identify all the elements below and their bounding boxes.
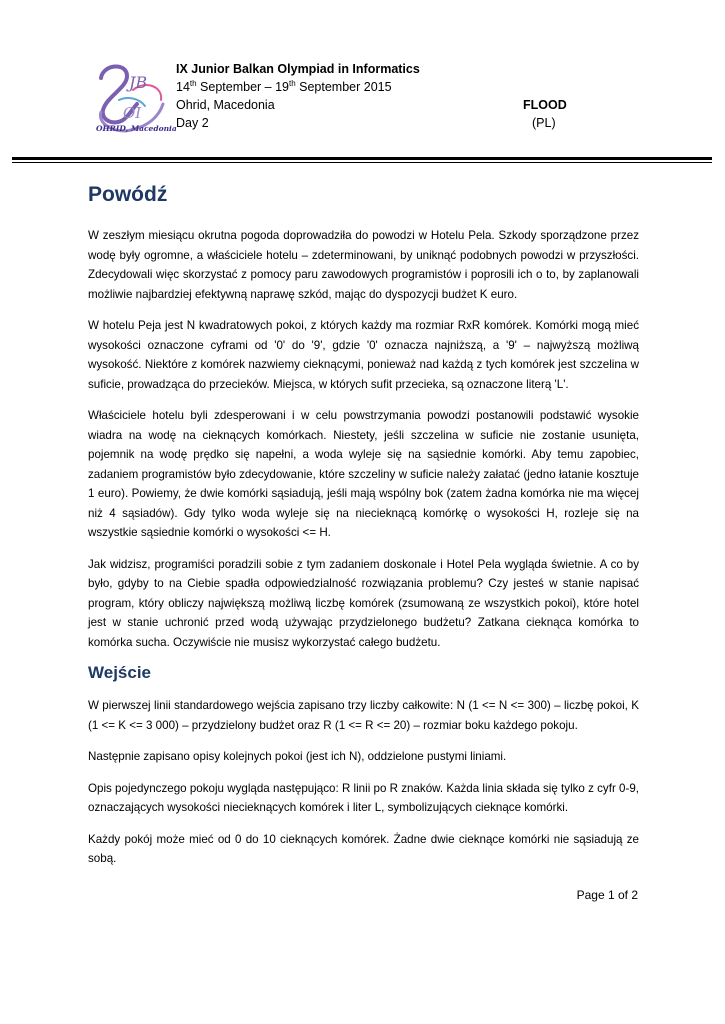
logo-text-jb: JB: [129, 73, 148, 92]
date-start-rest: September – 19: [196, 80, 289, 94]
date-end-rest: September 2015: [295, 80, 392, 94]
story-paragraph: Jak widzisz, programiści poradzili sobie z tym zadaniem doskonale i Hotel Pela wygląda świetnie. A co by było, gdyby to na Ciebie spadła odpowiedzialność rozwiązania problemu? Czy jesteś w stanie napisać program, który obliczy największą możliwą liczbę komórek (zsumowaną ze wszystkich pokoi), które hotel jest w stanie uchronić przed wodą używając przydzielonego budżetu? Zatkana cieknąca komórka to komórka sucha. Oczywiście nie musisz wykorzystać całego budżetu.: [88, 557, 639, 649]
page-number: Page 1 of 2: [576, 888, 638, 902]
input-heading: Wejście: [88, 663, 152, 682]
date-end-suffix: th: [289, 79, 296, 88]
task-language: (PL): [532, 116, 556, 130]
olympiad-location: Ohrid, Macedonia: [176, 98, 275, 112]
date-start-suffix: th: [189, 79, 197, 88]
header-divider-thick: [12, 157, 712, 160]
task-title: Powódź: [88, 183, 168, 206]
contest-day: Day 2: [176, 116, 209, 130]
olympiad-title: IX Junior Balkan Olympiad in Informatics: [176, 62, 420, 76]
story-paragraph: Właściciele hotelu byli zdesperowani i w celu powstrzymania powodzi postanowili podstawić wysokie wiadra na wodę na cieknących komórkach. Niestety, jeśli szczelina w suficie nie zostanie usunięta, pojemnik na wodę prędko się napełni, a woda wyleje się na sąsiednie komórki. Aby temu zapobiec, zadaniem programistów było zdecydowanie, które szczeliny w suficie należy załatać (jedno łatanie kosztuje 1 euro). Powiemy, że dwie komórki sąsiadują, jeśli mają wspólny bok (zatem żadna komórka nie ma więcej niż 4 sąsiadów). Gdy tylko woda wyleje się na niecieknącą komórkę o wysokości H, rozleje się na wszystkie sąsiednie komórki o wysokości <= H.: [88, 409, 639, 539]
document-body: [88, 180, 639, 881]
input-paragraph: W pierwszej linii standardowego wejścia zapisano trzy liczby całkowite: N (1 <= N <= 300) – liczbę pokoi, K (1 <= K <= 3 000) – przydzielony budżet oraz R (1 <= R <= 20) – rozmiar boku każdego pokoju.: [88, 699, 639, 732]
logo-caption: OHRID, Macedonia: [96, 124, 177, 133]
input-paragraph: Opis pojedynczego pokoju wygląda następująco: R linii po R znaków. Każda linia składa się tylko z cyfr 0-9, oznaczających wysokości niecieknących komórek i liter L, symbolizujących cieknące komórki.: [88, 781, 639, 814]
input-paragraph: Każdy pokój może mieć od 0 do 10 cieknących komórek. Żadne dwie cieknące komórki nie sąsiadują ze sobą.: [88, 832, 639, 865]
olympiad-dates: [176, 80, 392, 94]
input-paragraph: Następnie zapisano opisy kolejnych pokoi (jest ich N), oddzielone pustymi liniami.: [88, 750, 507, 763]
date-start-day: 14: [176, 80, 190, 94]
story-paragraph: W zeszłym miesiącu okrutna pogoda doprowadziła do powodzi w Hotelu Pela. Szkody sporządzone przez wodę były ogromne, a właściciele hotelu – zdeterminowani, by uniknąć podobnych powodzi w przyszłości. Zdecydowali więc skorzystać z pomocy paru zawodowych programistów i poprosili ich o to, by zaplanowali możliwie najbardziej efektywną naprawę szkód, mając do dyspozycji budżet K euro.: [88, 229, 639, 301]
task-code: FLOOD: [523, 98, 567, 112]
logo-text-oi: OI: [123, 104, 142, 122]
header-divider-thin: [12, 162, 712, 163]
document-header: [0, 0, 725, 165]
story-paragraph: W hotelu Peja jest N kwadratowych pokoi, z których każdy ma rozmiar RxR komórek. Komórki mogą mieć wysokości oznaczone cyframi od '0' do '9', gdzie '0' oznacza najniższą, a '9' – najwyższą możliwą wysokość. Niektóre z komórek nazwiemy cieknącymi, ponieważ nad każdą z tych komórek jest szczelina w suficie, prowadząca do przecieków. Miejsca, w których sufit przecieka, są oznaczone literą 'L'.: [88, 319, 639, 391]
